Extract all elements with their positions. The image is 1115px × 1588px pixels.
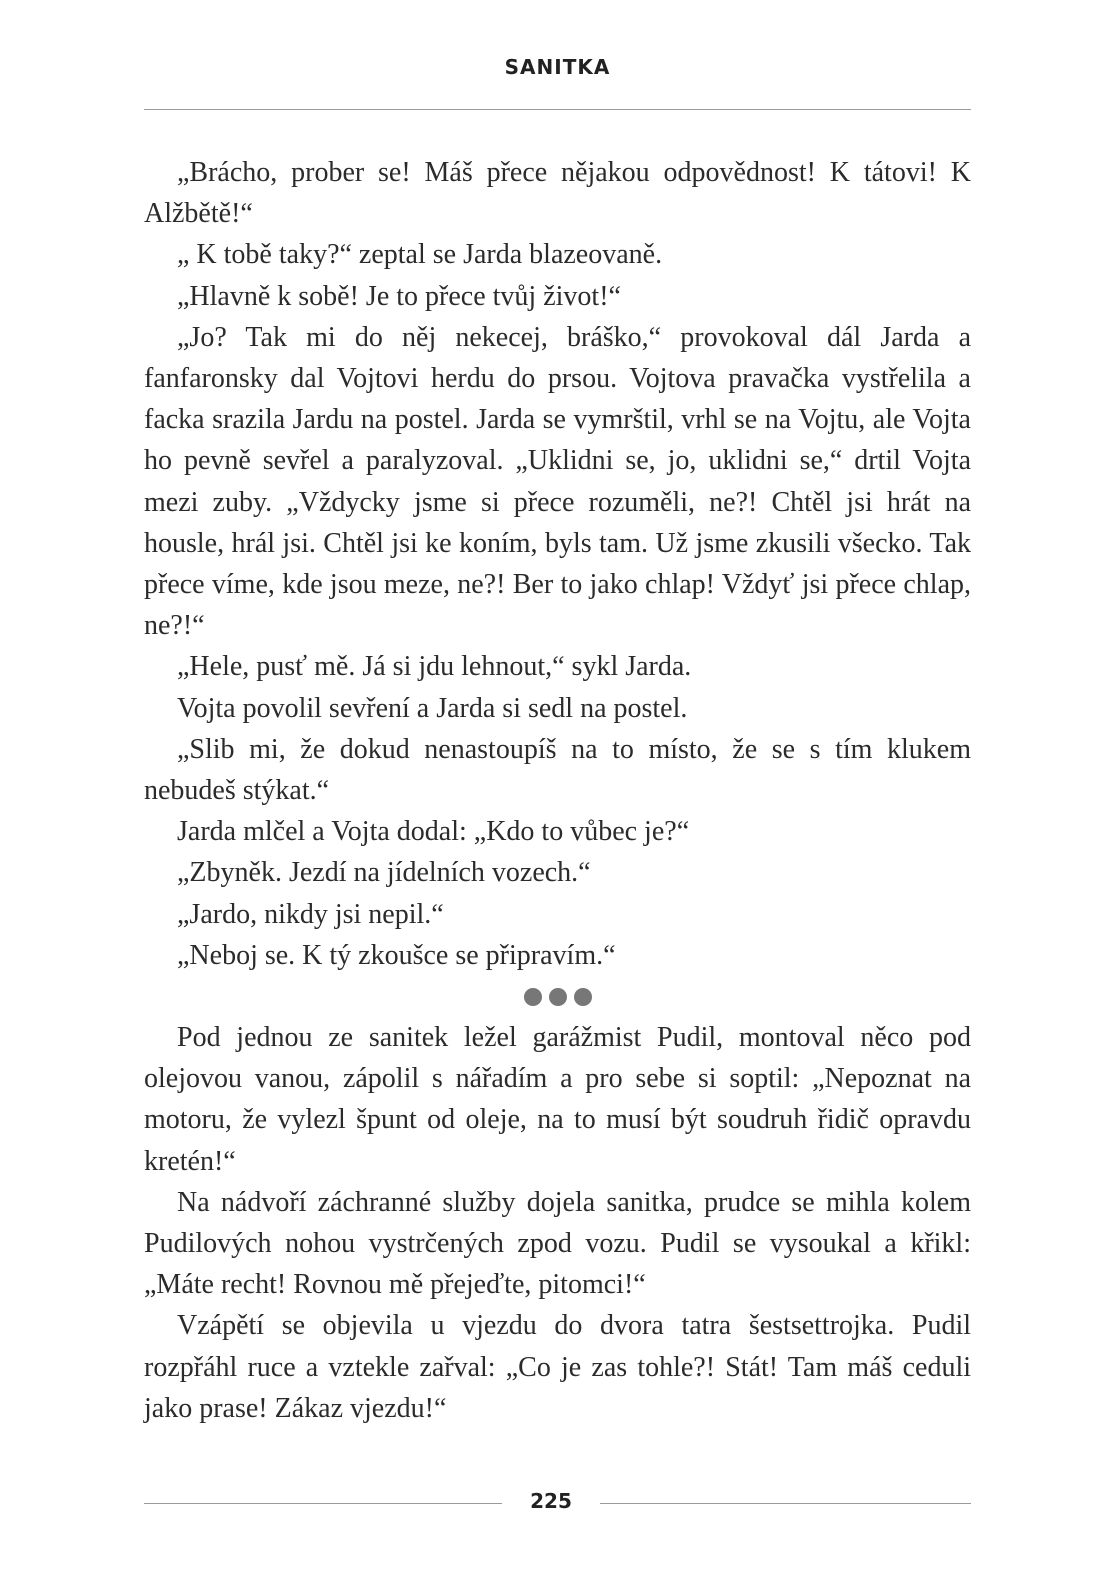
header-rule	[144, 109, 971, 110]
paragraph: Jarda mlčel a Vojta dodal: „Kdo to vůbec je?“	[177, 816, 690, 848]
paragraph: „Brácho, prober se! Máš přece nějakou odpovědnost! K tátovi! K Alžbětě!“	[144, 157, 971, 230]
paragraph: „Neboj se. K tý zkoušce se připravím.“	[177, 939, 616, 971]
section-break-dots	[144, 976, 971, 1017]
paragraph: „Hlavně k sobě! Je to přece tvůj život!“	[177, 280, 621, 312]
paragraph: Na nádvoří záchranné služby dojela sanitka, prudce se mihla kolem Pudilových nohou vystrčených zpod vozu. Pudil se vysoukal a křikl: „Máte recht! Rovnou mě přejeďte, pitomci!“	[144, 1186, 971, 1301]
paragraph: Pod jednou ze sanitek ležel garážmist Pudil, montoval něco pod olejovou vanou, zápolil s nářadím a pro sebe si soptil: „Nepoznat na motoru, že vylezl špunt od oleje, na to musí být soudruh řidič opravdu kretén!“	[144, 1022, 971, 1177]
paragraph: „Hele, pusť mě. Já si jdu lehnout,“ sykl Jarda.	[177, 651, 692, 683]
running-head-title: SANITKA	[504, 55, 611, 79]
paragraph: „ K tobě taky?“ zeptal se Jarda blazeovaně.	[177, 239, 663, 271]
footer-rule-left	[144, 1503, 502, 1504]
page-number: 225	[530, 1489, 572, 1513]
paragraph: Vzápětí se objevila u vjezdu do dvora tatra šestsettrojka. Pudil rozpřáhl ruce a vztekle zařval: „Co je zas tohle?! Stát! Tam máš ceduli jako prase! Zákaz vjezdu!“	[144, 1310, 971, 1424]
body-text	[144, 152, 971, 1429]
paragraph: „Slib mi, že dokud nenastoupíš na to místo, že se s tím klukem nebudeš stýkat.“	[144, 733, 971, 807]
footer-rule-right	[600, 1503, 971, 1504]
section-break-dot	[574, 988, 592, 1006]
paragraph: Vojta povolil sevření a Jarda si sedl na postel.	[177, 692, 688, 724]
paragraph: „Zbyněk. Jezdí na jídelních vozech.“	[177, 857, 591, 889]
paragraph: „Jardo, nikdy jsi nepil.“	[177, 898, 444, 930]
section-break-dot	[524, 988, 542, 1006]
section-break-dot	[549, 988, 567, 1006]
paragraph: „Jo? Tak mi do něj nekecej, bráško,“ provokoval dál Jarda a fanfaronsky dal Vojtovi herdu do prsou. Vojtova pravačka vystřelila a facka srazila Jardu na postel. Jarda se vymrštil, vrhl se na Vojtu, ale Vojta ho pevně sevřel a paralyzoval. „Uklidni se, jo, uklidni se,“ drtil Vojta mezi zuby. „Vždycky jsme si přece rozuměli, ne?! Chtěl jsi hrát na housle, hrál jsi. Chtěl jsi ke koním, byls tam. Už jsme zkusili všecko. Tak přece víme, kde jsou meze, ne?! Ber to jako chlap! Vždyť jsi přece chlap, ne?!“	[144, 321, 971, 642]
